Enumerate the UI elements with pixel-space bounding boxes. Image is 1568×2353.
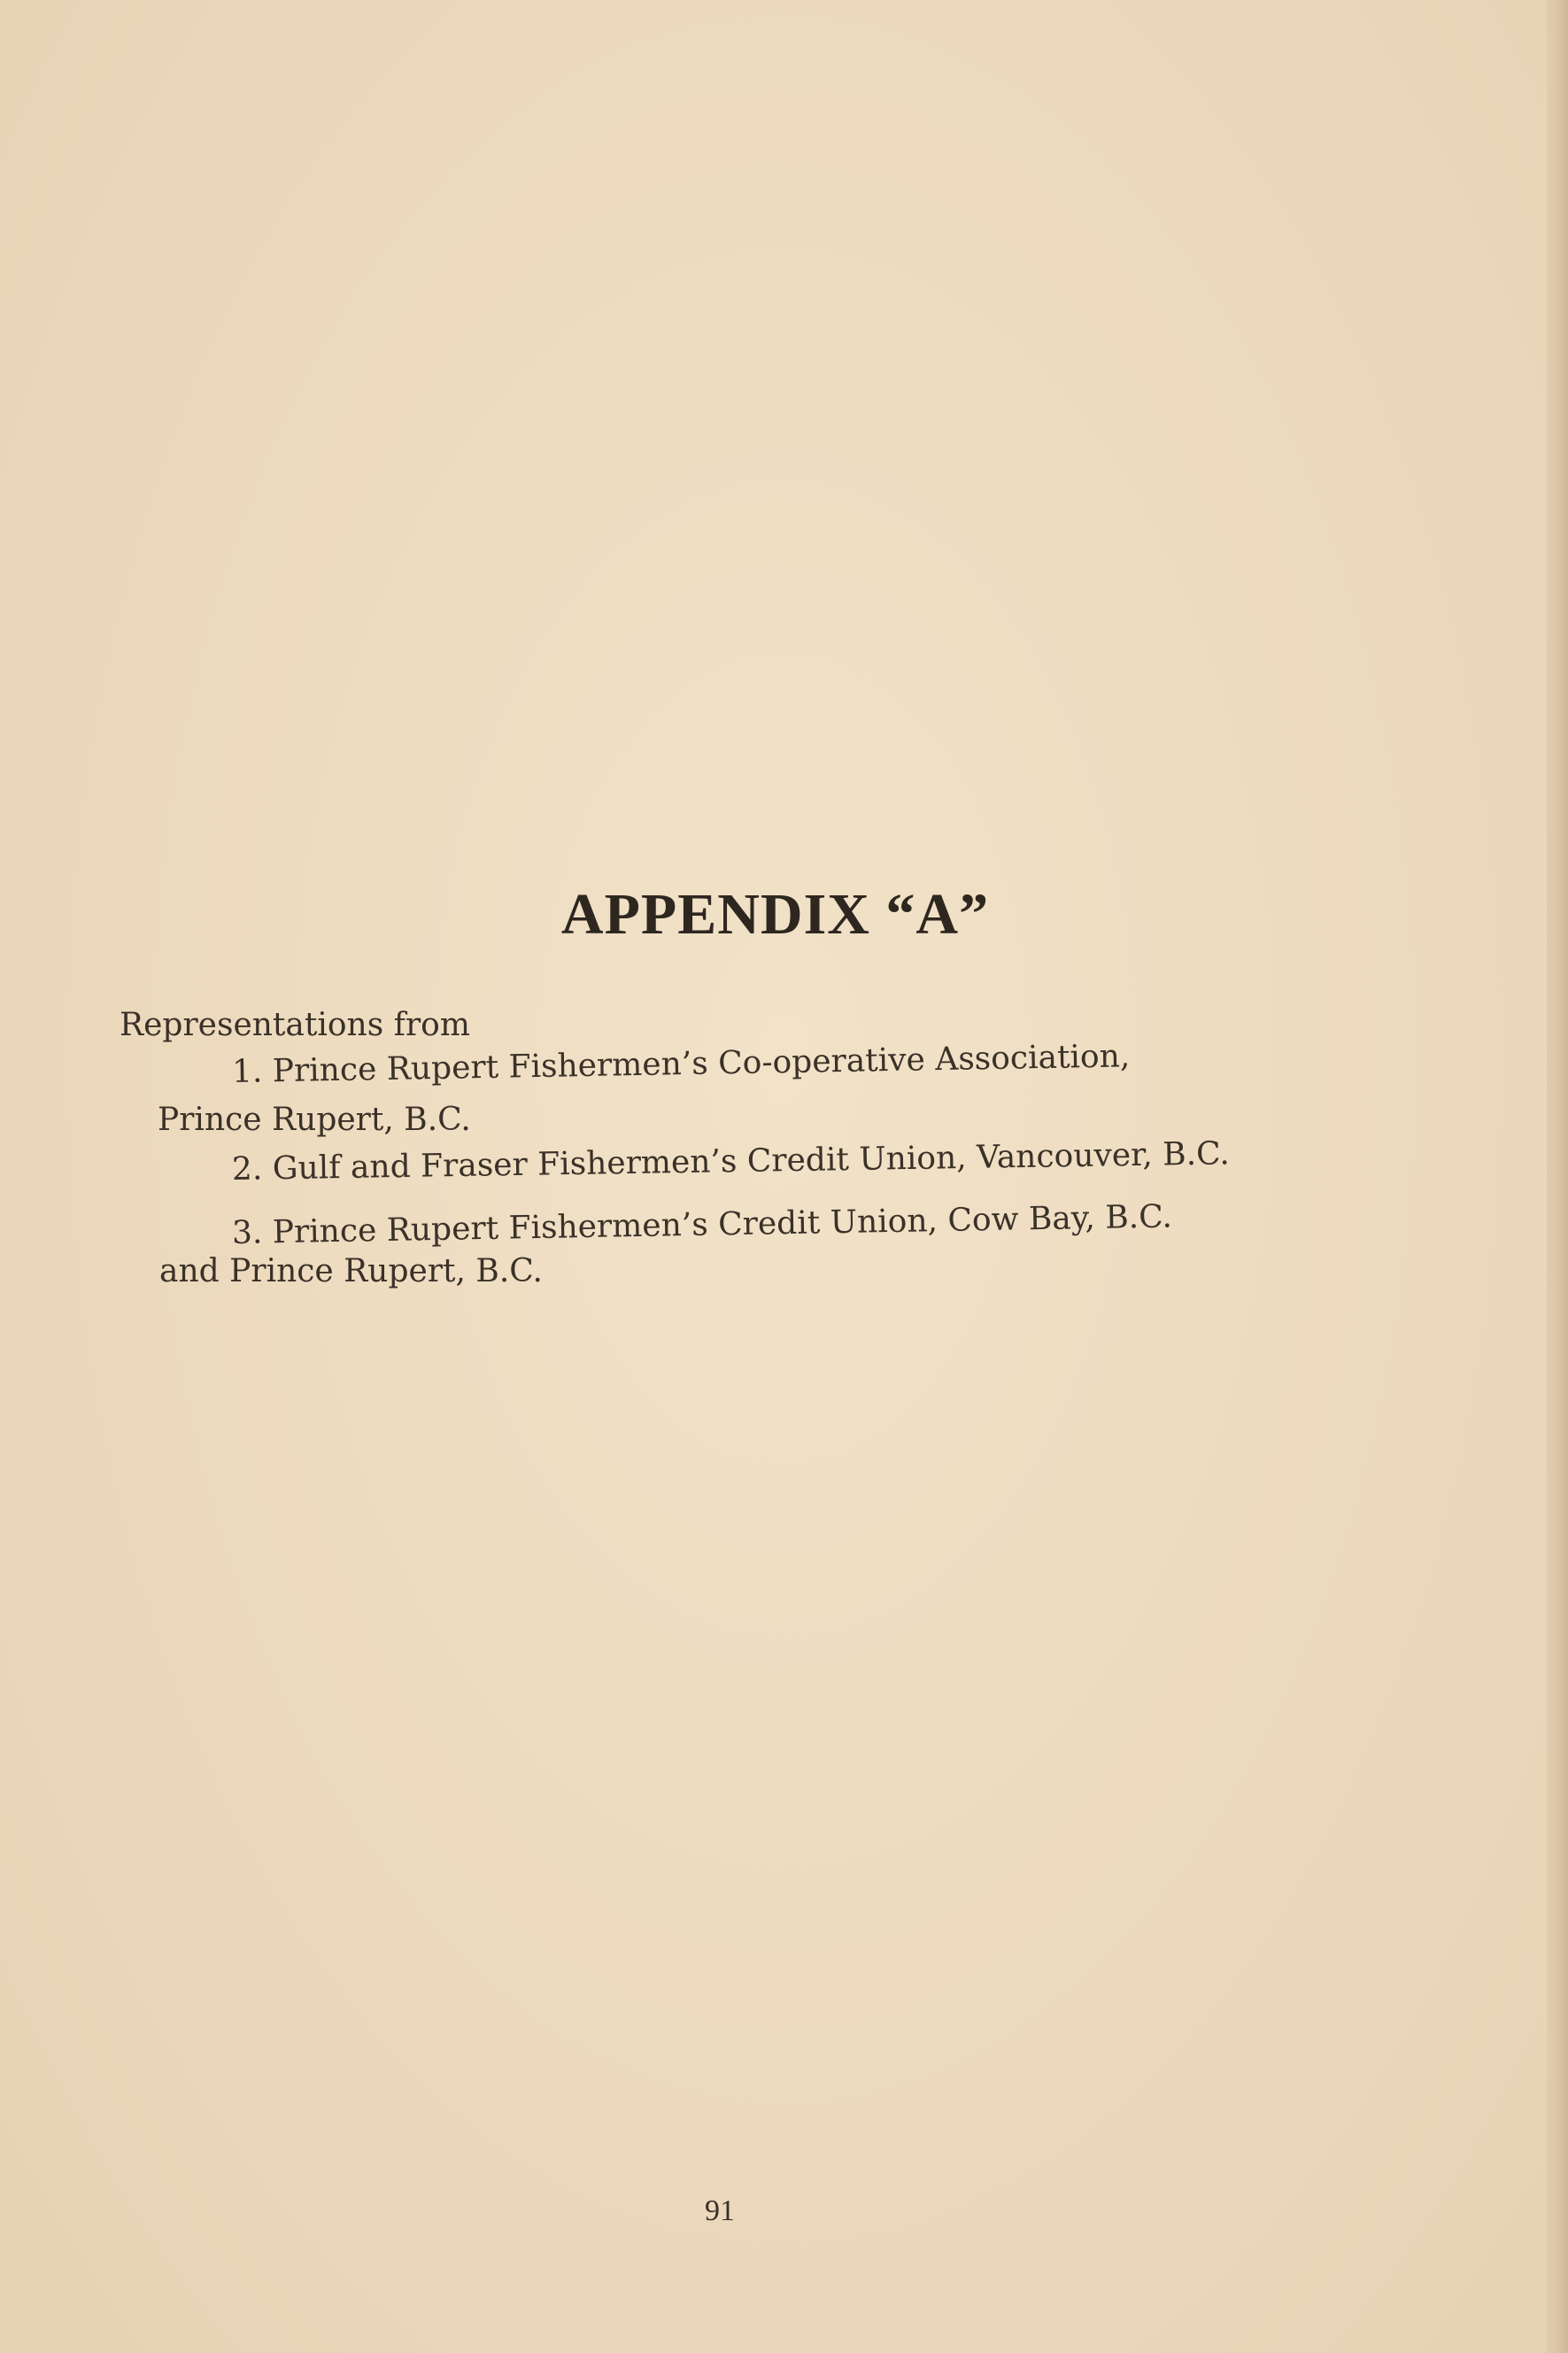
list-item-1-line-2: Prince Rupert, B.C. bbox=[158, 1102, 471, 1138]
intro-text: Representations from bbox=[120, 1007, 470, 1043]
page-number: 91 bbox=[705, 2194, 735, 2227]
list-item-3-line-1: 3. Prince Rupert Fishermen’s Credit Union, Cow Bay, B.C. bbox=[231, 1198, 1173, 1251]
list-item-1-line-1: 1. Prince Rupert Fishermen’s Co-operative Association, bbox=[231, 1038, 1131, 1090]
appendix-title: APPENDIX “A” bbox=[560, 882, 990, 947]
page-edge bbox=[1547, 0, 1568, 2353]
list-item-3-line-2: and Prince Rupert, B.C. bbox=[159, 1253, 543, 1289]
list-item-2-line-1: 2. Gulf and Fraser Fishermen’s Credit Union, Vancouver, B.C. bbox=[231, 1135, 1231, 1188]
